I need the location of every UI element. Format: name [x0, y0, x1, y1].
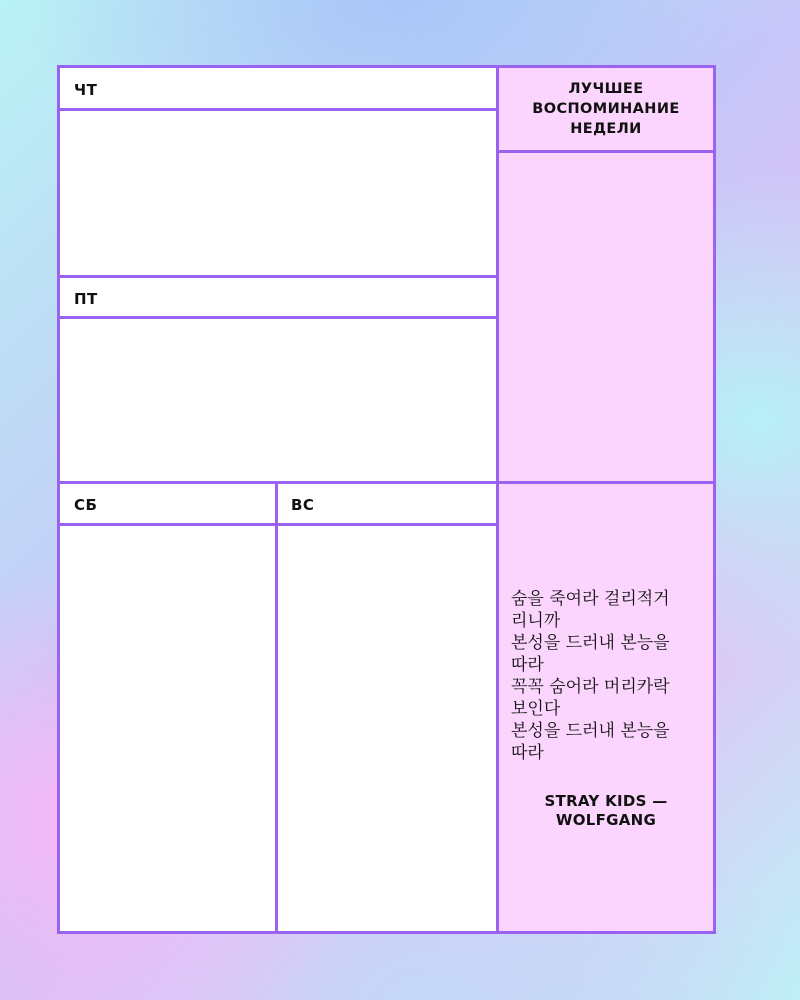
best-memory-title-line-3: НЕДЕЛИ: [570, 121, 642, 137]
best-memory-area[interactable]: [499, 153, 713, 481]
day-label-thursday: ЧТ: [74, 81, 98, 99]
lyrics-panel: [499, 484, 713, 931]
divider-thu-header: [60, 108, 496, 111]
lyrics-line: 본성을 드러내 본능을: [511, 633, 670, 653]
divider-right-column: [496, 68, 499, 931]
saturday-notes-area[interactable]: [60, 526, 275, 931]
lyrics-text: [511, 588, 711, 764]
day-label-friday: ПТ: [74, 290, 98, 308]
best-memory-title-line-2: ВОСПОМИНАНИЕ: [532, 101, 680, 117]
day-label-sunday: ВС: [291, 496, 315, 514]
best-memory-header: [499, 68, 713, 150]
friday-notes-area[interactable]: [60, 319, 496, 481]
divider-thu-fri: [60, 275, 496, 278]
lyrics-line: 본성을 드러내 본능을: [511, 721, 670, 741]
divider-best-memory-header: [499, 150, 713, 153]
lyrics-line: 따라: [511, 743, 544, 763]
lyrics-line: 꼭꼭 숨어라 머리카락: [511, 677, 670, 697]
divider-weekend-header: [60, 523, 496, 526]
divider-sat-sun: [275, 481, 278, 931]
song-credit-line-1: STRAY KIDS —: [544, 792, 668, 810]
lyrics-line: 숨을 죽여라 걸리적거: [511, 589, 670, 609]
best-memory-title-line-1: ЛУЧШЕЕ: [568, 81, 644, 97]
song-credit-line-2: WOLFGANG: [555, 811, 657, 829]
divider-middle: [60, 481, 713, 484]
lyrics-line: 따라: [511, 655, 544, 675]
lyrics-line: 리니까: [511, 611, 561, 631]
divider-fri-header: [60, 316, 496, 319]
lyrics-line: 보인다: [511, 699, 561, 719]
day-label-saturday: СБ: [74, 496, 98, 514]
sunday-notes-area[interactable]: [278, 526, 496, 931]
thursday-notes-area[interactable]: [60, 111, 496, 275]
weekly-planner: [57, 65, 716, 934]
